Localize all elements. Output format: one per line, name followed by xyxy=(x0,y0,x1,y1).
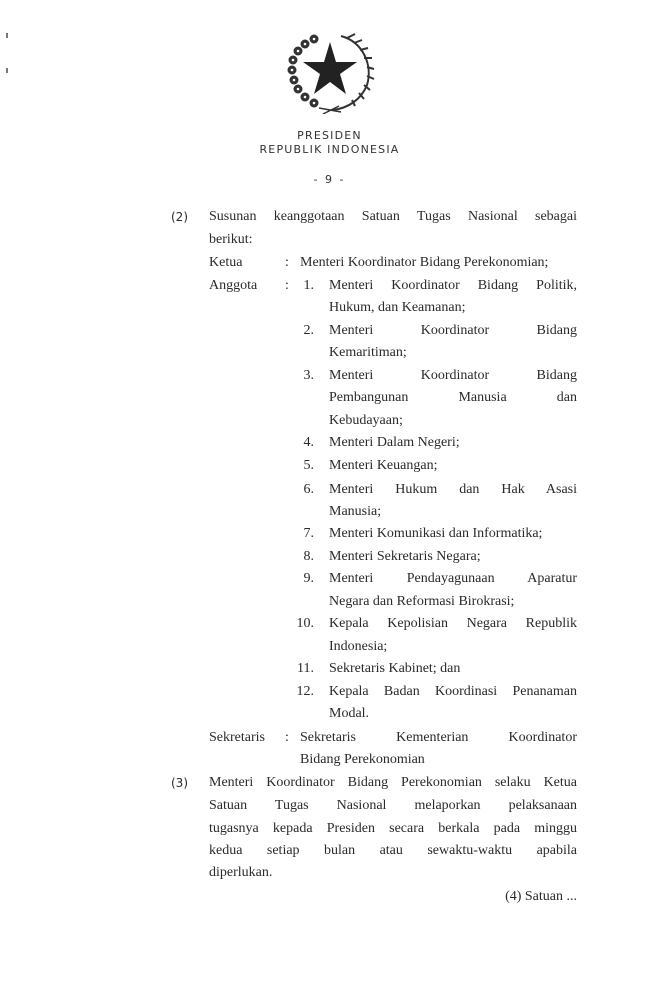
member-line: Modal. xyxy=(329,706,370,721)
member-number: 1. xyxy=(303,278,314,293)
ketua-value: Menteri Koordinator Bidang Perekonomian; xyxy=(300,255,549,270)
member-number: 9. xyxy=(303,571,314,586)
page-number: - 9 - xyxy=(313,173,346,186)
header-title-republik: REPUBLIK INDONESIA xyxy=(259,143,400,156)
paragraph-line: diperlukan. xyxy=(209,865,273,880)
member-number: 6. xyxy=(303,482,314,497)
member-line: Menteri Sekretaris Negara; xyxy=(329,549,481,564)
member-number: 5. xyxy=(303,458,314,473)
member-number: 8. xyxy=(303,549,314,564)
colon: : xyxy=(285,278,289,293)
paragraph-number: (3) xyxy=(171,776,188,790)
scan-artifact xyxy=(6,68,8,73)
member-line: Kepala Kepolisian Negara Republik xyxy=(329,616,577,631)
member-line: Pembangunan Manusia dan xyxy=(329,390,577,405)
member-line: Negara dan Reformasi Birokrasi; xyxy=(329,594,515,609)
member-number: 11. xyxy=(297,661,314,676)
paragraph-line: Menteri Koordinator Bidang Perekonomian selaku Ketua xyxy=(209,775,577,790)
member-number: 12. xyxy=(296,684,314,699)
paragraph-number: (2) xyxy=(171,210,188,224)
member-number: 4. xyxy=(303,435,314,450)
sekretaris-label: Sekretaris xyxy=(209,730,265,745)
scan-artifact xyxy=(6,33,8,38)
sekretaris-line: Bidang Perekonomian xyxy=(300,752,425,767)
member-line: Menteri Koordinator Bidang Politik, xyxy=(329,278,577,293)
member-line: Menteri Koordinator Bidang xyxy=(329,323,577,338)
member-line: Menteri Komunikasi dan Informatika; xyxy=(329,526,543,541)
member-line: Hukum, dan Keamanan; xyxy=(329,300,466,315)
paragraph-line: Satuan Tugas Nasional melaporkan pelaksanaan xyxy=(209,798,577,813)
member-number: 10. xyxy=(296,616,314,631)
member-line: Kepala Badan Koordinasi Penanaman xyxy=(329,684,577,699)
presidential-emblem-icon xyxy=(283,30,377,114)
sekretaris-line: Sekretaris Kementerian Koordinator xyxy=(300,730,577,745)
member-line: Menteri Pendayagunaan Aparatur xyxy=(329,571,577,586)
member-line: Menteri Hukum dan Hak Asasi xyxy=(329,482,577,497)
paragraph-line: berikut: xyxy=(209,232,253,247)
ketua-label: Ketua xyxy=(209,255,243,270)
member-line: Manusia; xyxy=(329,504,382,519)
member-number: 3. xyxy=(303,368,314,383)
continuation-note: (4) Satuan ... xyxy=(505,889,577,904)
member-line: Indonesia; xyxy=(329,639,388,654)
colon: : xyxy=(285,255,289,270)
anggota-label: Anggota xyxy=(209,278,258,293)
member-number: 2. xyxy=(303,323,314,338)
paragraph-line: tugasnya kepada Presiden secara berkala pada minggu xyxy=(209,821,577,836)
member-line: Sekretaris Kabinet; dan xyxy=(329,661,461,676)
member-line: Kebudayaan; xyxy=(329,413,403,428)
colon: : xyxy=(285,730,289,745)
member-line: Kemaritiman; xyxy=(329,345,407,360)
paragraph-line: kedua setiap bulan atau sewaktu-waktu apabila xyxy=(209,843,577,858)
member-line: Menteri Keuangan; xyxy=(329,458,438,473)
header-title-presiden: PRESIDEN xyxy=(297,129,362,142)
paragraph-line: Susunan keanggotaan Satuan Tugas Nasional sebagai xyxy=(209,209,577,224)
member-line: Menteri Koordinator Bidang xyxy=(329,368,577,383)
member-number: 7. xyxy=(303,526,314,541)
member-line: Menteri Dalam Negeri; xyxy=(329,435,460,450)
